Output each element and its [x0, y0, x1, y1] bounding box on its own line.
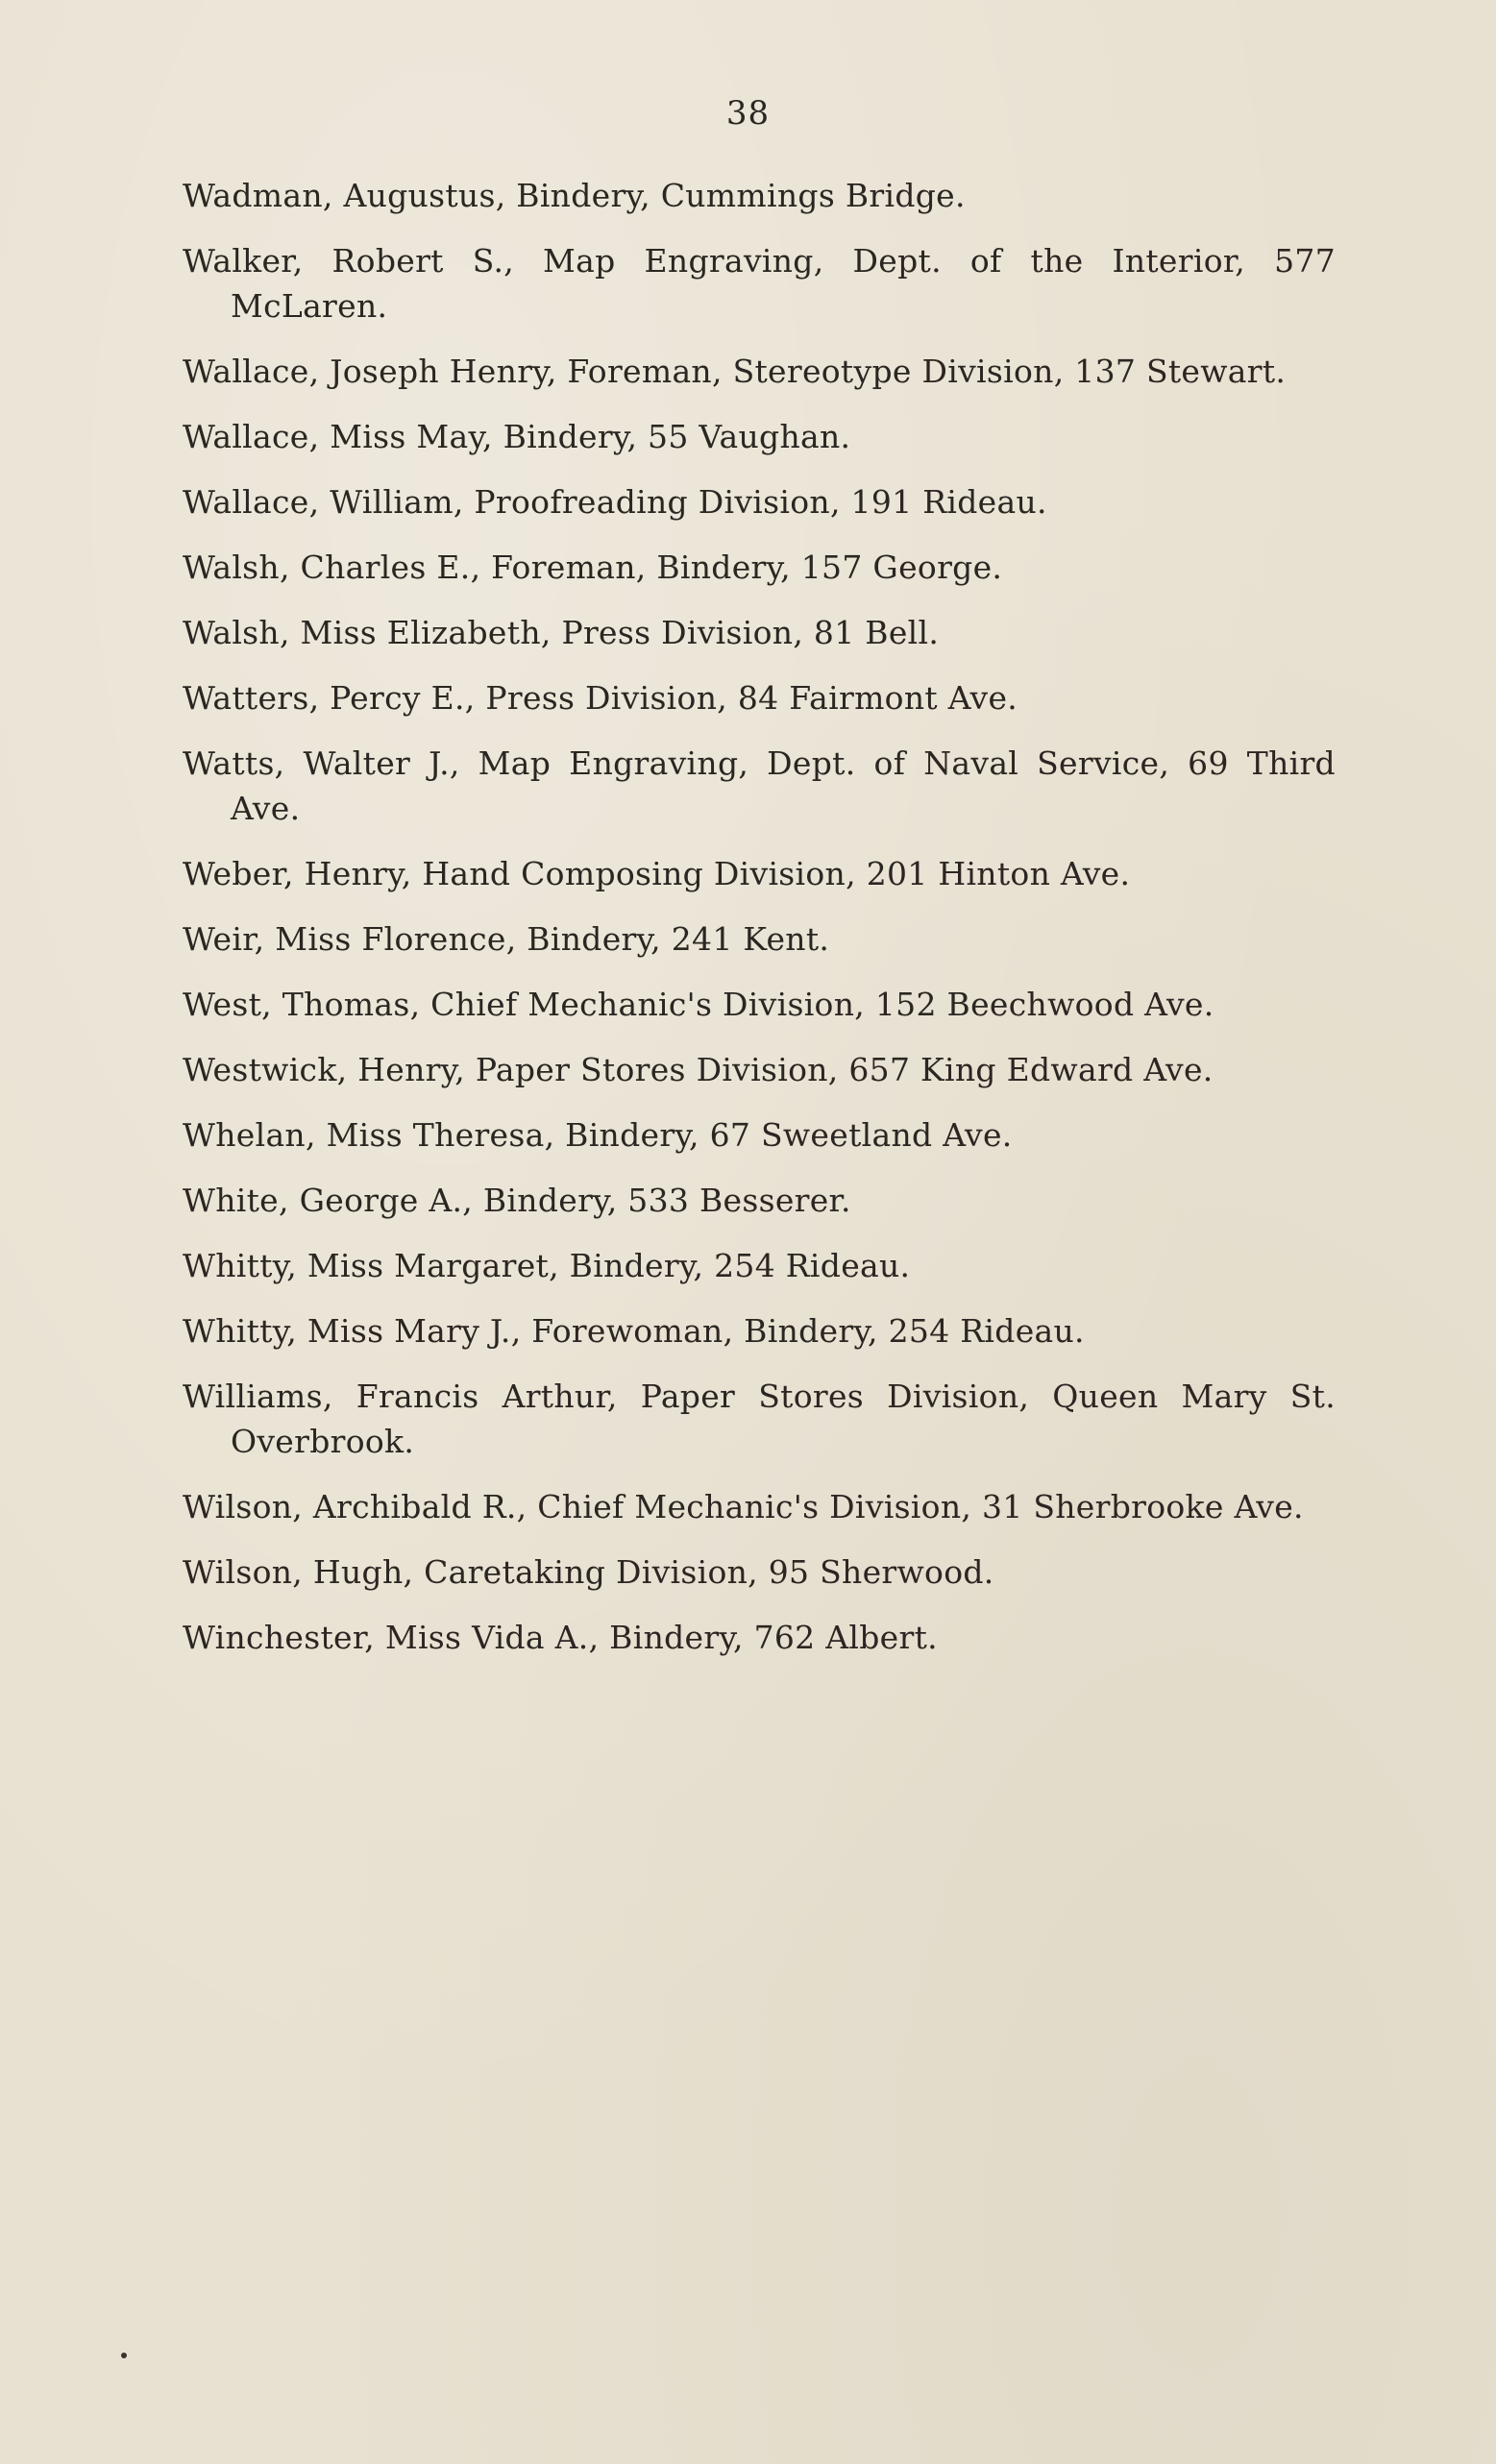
directory-entry: Watters, Percy E., Press Division, 84 Fairmont Ave.	[183, 679, 1018, 717]
directory-entry: Watts, Walter J., Map Engraving, Dept. of Naval Service, 69 Third Ave.	[183, 744, 1336, 827]
directory-list	[183, 173, 1336, 1680]
directory-entry: Wallace, William, Proofreading Division, 191 Rideau.	[183, 483, 1047, 521]
directory-entry: Weber, Henry, Hand Composing Division, 201 Hinton Ave.	[183, 855, 1131, 892]
directory-entry: Whitty, Miss Mary J., Forewoman, Bindery, 254 Rideau.	[183, 1312, 1085, 1350]
directory-entry: Walsh, Charles E., Foreman, Bindery, 157 George.	[183, 549, 1003, 586]
directory-entry: Westwick, Henry, Paper Stores Division, 657 King Edward Ave.	[183, 1051, 1214, 1088]
directory-entry: Wallace, Joseph Henry, Foreman, Stereotype Division, 137 Stewart.	[183, 353, 1287, 390]
page-number: 38	[725, 94, 771, 133]
directory-entry: Weir, Miss Florence, Bindery, 241 Kent.	[183, 920, 830, 958]
directory-entry: Wadman, Augustus, Bindery, Cummings Bridge.	[183, 177, 966, 214]
directory-entry: Winchester, Miss Vida A., Bindery, 762 Albert.	[183, 1619, 938, 1656]
directory-entry: White, George A., Bindery, 533 Besserer.	[183, 1182, 851, 1219]
directory-entry: West, Thomas, Chief Mechanic's Division, 152 Beechwood Ave.	[183, 986, 1214, 1023]
paper-speck	[121, 2353, 127, 2358]
directory-entry: Williams, Francis Arthur, Paper Stores Division, Queen Mary St. Overbrook.	[183, 1378, 1336, 1460]
directory-entry: Wilson, Hugh, Caretaking Division, 95 Sherwood.	[183, 1553, 994, 1591]
directory-entry: Wilson, Archibald R., Chief Mechanic's Division, 31 Sherbrooke Ave.	[183, 1488, 1304, 1525]
directory-entry: Wallace, Miss May, Bindery, 55 Vaughan.	[183, 418, 851, 455]
directory-entry: Walsh, Miss Elizabeth, Press Division, 81 Bell.	[183, 614, 940, 651]
directory-entry: Whitty, Miss Margaret, Bindery, 254 Rideau.	[183, 1247, 911, 1284]
directory-entry: Whelan, Miss Theresa, Bindery, 67 Sweetland Ave.	[183, 1116, 1013, 1154]
directory-entry: Walker, Robert S., Map Engraving, Dept. of the Interior, 577 McLaren.	[183, 242, 1336, 325]
